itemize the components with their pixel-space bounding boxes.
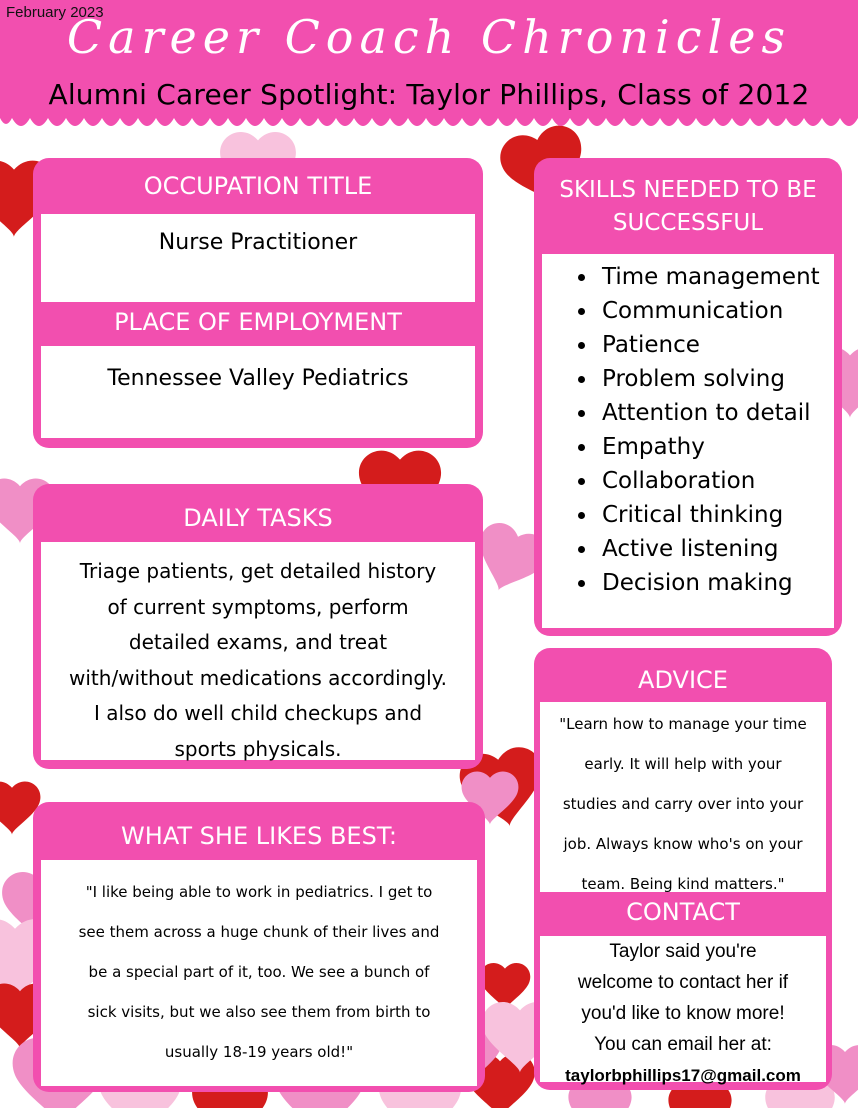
list-item: • Active listening xyxy=(598,532,834,566)
list-item: • Time management xyxy=(598,260,834,294)
likes-best-card xyxy=(33,802,485,1092)
text-line: sports physicals. xyxy=(174,736,342,761)
list-item: • Decision making xyxy=(598,566,834,600)
skills-label xyxy=(534,174,842,240)
text-line: Triage patients, get detailed history xyxy=(79,559,437,583)
occupation-label: OCCUPATION TITLE xyxy=(143,172,373,200)
text-line: Taylor said you're xyxy=(609,941,757,962)
list-item: • Problem solving xyxy=(598,362,834,396)
text-line: you'd like to know more! xyxy=(581,1003,785,1024)
employment-value: Tennessee Valley Pediatrics xyxy=(107,366,409,391)
contact-label: CONTACT xyxy=(626,898,740,926)
skills-panel xyxy=(542,254,834,628)
advice-contact-card xyxy=(534,648,832,1090)
advice-text xyxy=(540,704,826,904)
likes-best-panel xyxy=(41,860,477,1086)
daily-tasks-panel xyxy=(41,542,475,760)
text-line: You can email her at: xyxy=(594,1034,772,1055)
daily-tasks-text xyxy=(41,554,475,767)
text-line: "I like being able to work in pediatrics. I get to xyxy=(85,883,433,901)
text-line: early. It will help with your xyxy=(584,755,782,773)
occupation-card xyxy=(33,158,483,448)
scallop-edge xyxy=(0,112,858,134)
likes-best-text xyxy=(41,872,477,1072)
skills-list xyxy=(542,260,834,600)
text-line: detailed exams, and treat xyxy=(128,630,388,654)
text-line: team. Being kind matters." xyxy=(581,875,785,893)
list-item: • Collaboration xyxy=(598,464,834,498)
text-line: be a special part of it, too. We see a bunch of xyxy=(88,963,430,981)
text-line: of current symptoms, perform xyxy=(107,594,409,619)
skills-label-line: SKILLS NEEDED TO BE xyxy=(559,177,817,203)
newsletter-title: Career Coach Chronicles xyxy=(66,10,792,64)
list-item: • Patience xyxy=(598,328,834,362)
text-line: "Learn how to manage your time xyxy=(559,715,807,733)
text-line: sick visits, but we also see them from birth to xyxy=(87,1003,431,1021)
list-item: • Communication xyxy=(598,294,834,328)
contact-panel xyxy=(540,936,826,1085)
skills-label-line: SUCCESSFUL xyxy=(612,210,764,236)
employment-panel xyxy=(41,346,475,438)
list-item: • Critical thinking xyxy=(598,498,834,532)
daily-tasks-label: DAILY TASKS xyxy=(183,504,333,532)
text-line: with/without medications accordingly. xyxy=(69,665,447,690)
daily-tasks-card xyxy=(33,484,483,769)
issue-date: February 2023 xyxy=(6,4,104,21)
spotlight-subtitle: Alumni Career Spotlight: Taylor Phillips, Class of 2012 xyxy=(48,78,810,111)
occupation-panel xyxy=(41,214,475,302)
contact-email[interactable]: taylorbphillips17@gmail.com xyxy=(565,1066,801,1085)
text-line: I also do well child checkups and xyxy=(93,701,423,725)
list-item: • Attention to detail xyxy=(598,396,834,430)
contact-text xyxy=(540,936,826,1091)
advice-panel xyxy=(540,702,826,892)
text-line: welcome to contact her if xyxy=(577,972,789,993)
employment-label: PLACE OF EMPLOYMENT xyxy=(114,308,402,336)
advice-label: ADVICE xyxy=(638,666,728,694)
occupation-value: Nurse Practitioner xyxy=(158,230,358,255)
likes-best-label: WHAT SHE LIKES BEST: xyxy=(121,822,397,850)
text-line: see them across a huge chunk of their lives and xyxy=(78,923,440,941)
text-line: usually 18-19 years old!" xyxy=(164,1043,354,1061)
skills-card xyxy=(534,158,842,636)
list-item: • Empathy xyxy=(598,430,834,464)
text-line: job. Always know who's on your xyxy=(563,835,803,853)
text-line: studies and carry over into your xyxy=(562,795,804,813)
